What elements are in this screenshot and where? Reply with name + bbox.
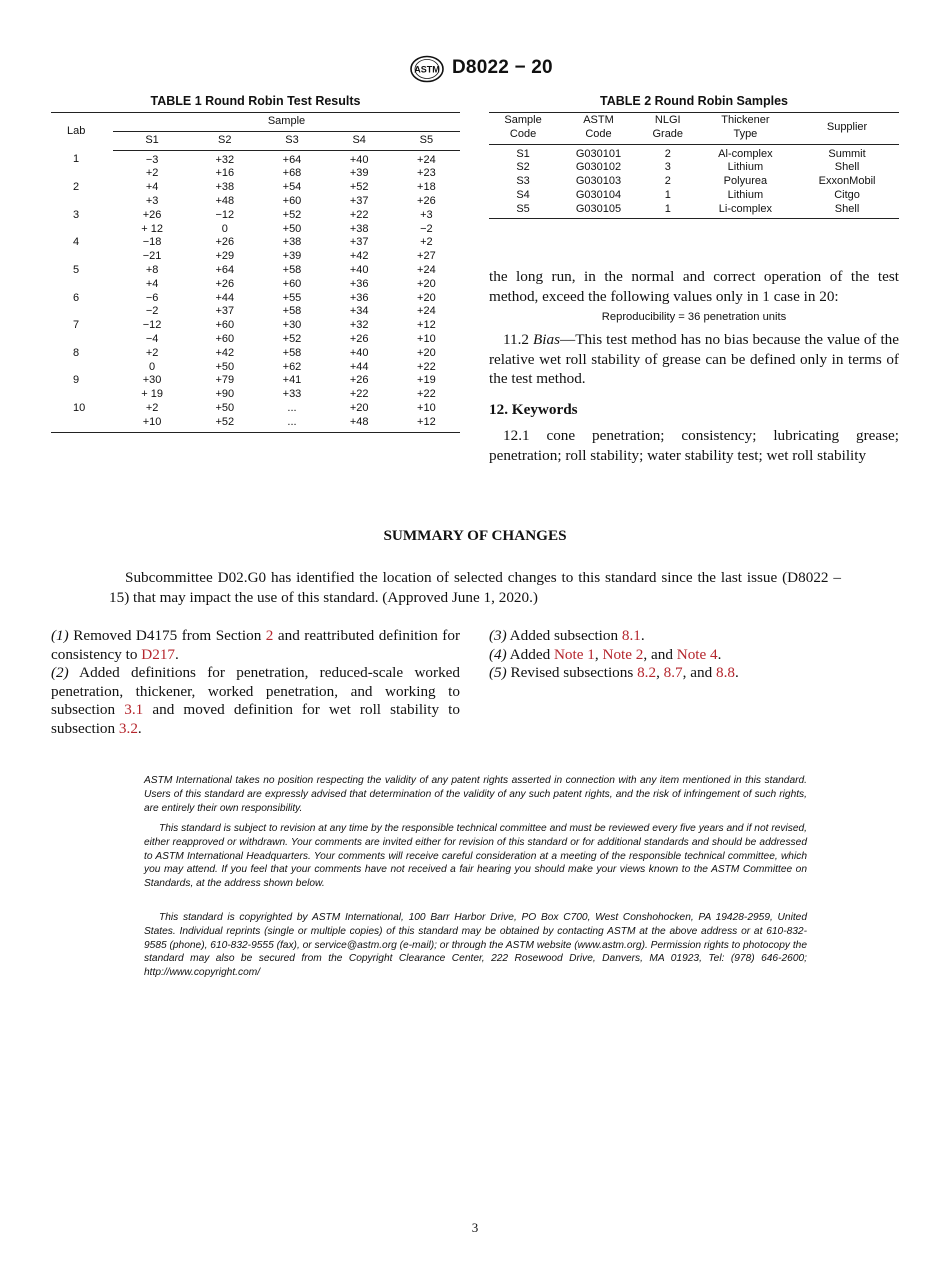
- table1-row: [51, 167, 460, 181]
- table2-cell: Li-complex: [718, 202, 772, 215]
- table1-cell: +48: [349, 415, 369, 428]
- table2-cell: Lithium: [727, 161, 764, 174]
- table2-col-header: [640, 113, 696, 145]
- table2-col-header: [557, 113, 640, 145]
- table1-cell: + 19: [141, 388, 163, 401]
- table2-cell: Polyurea: [723, 175, 768, 188]
- summary-intro: Subcommittee D02.G0 has identified the location of selected changes to this standard since the last issue (D8022 – 15) that may impact the use of this standard. (Approved June 1, 2020.): [109, 569, 841, 606]
- table1-cell: +29: [215, 250, 235, 263]
- change-item-2: (2) Added definitions for penetration, reduced-scale worked penetration, thickener, worked penetration, and working to subsection 3.1 and moved definition for wet roll stability to subsection 3.2.: [51, 664, 461, 737]
- table1-row: [51, 236, 460, 250]
- table2-cell: Shell: [834, 202, 860, 215]
- link-8-7[interactable]: 8.7: [663, 664, 683, 682]
- table2-header-line1: NLGI: [654, 114, 681, 126]
- table1-cell: ...: [287, 415, 297, 428]
- change-item-1: (1) Removed D4175 from Section 2 and reattributed definition for consistency to D217.: [51, 627, 460, 663]
- table1-cell: +44: [215, 291, 235, 304]
- table1-cell: +20: [417, 346, 436, 359]
- table1-row: [51, 333, 460, 347]
- bias-paragraph: [489, 330, 899, 389]
- link-8-8[interactable]: 8.8: [715, 664, 735, 682]
- table1-lab-cell: [51, 388, 113, 402]
- revision-notice: This standard is subject to revision at any time by the responsible technical committee and must be reviewed every five years and if not revised, either reapproved or withdrawn. Your comments are invited either for revision of this standard or for additional standards and should be addressed to ASTM International Headquarters. Your comments will receive careful consideration at a meeting of the responsible technical committee, which you may attend. If you feel that your comments have not received a fair hearing you should make your views known to the ASTM Committee on Standards, at the address shown below.: [144, 823, 807, 890]
- table1-cell: +64: [215, 263, 235, 276]
- table2-cell: 2: [664, 175, 671, 188]
- table1-col-header: S3: [258, 131, 325, 150]
- table2-header-line1: Thickener: [721, 114, 770, 126]
- table1-cell: +20: [417, 277, 436, 290]
- table1-cell: −2: [145, 305, 159, 318]
- table1-lab-cell: [51, 305, 113, 319]
- link-3-1[interactable]: 3.1: [124, 701, 144, 719]
- table1-cell: +24: [417, 263, 436, 276]
- table1-cell: +26: [215, 236, 235, 249]
- table1-cell: +2: [145, 401, 159, 414]
- table1-lab-cell: 8: [73, 346, 80, 359]
- summary-heading: SUMMARY OF CHANGES: [383, 527, 567, 544]
- table1-lab-cell: [51, 250, 113, 264]
- table2-cell: Summit: [828, 147, 866, 160]
- table2-cell: S2: [516, 161, 530, 174]
- copyright-notice: This standard is copyrighted by ASTM International, 100 Barr Harbor Drive, PO Box C700, West Conshohocken, PA 19428-2959, United States. Individual reprints (single or multiple copies) of this standard may be obtained by contacting ASTM at the above address or at 610-832-9585 (phone), 610-832-9555 (fax), or service@astm.org (e-mail); or through the ASTM website (www.astm.org). Permission rights to photocopy the standard may also be secured from the Copyright Clearance Center, 222 Rosewood Drive, Danvers, MA 01923, Tel: (978) 646-2600; http://www.copyright.com/: [144, 912, 807, 979]
- table1-row: [51, 388, 460, 402]
- table1-cell: +24: [417, 305, 436, 318]
- table1-cell: +38: [215, 181, 235, 194]
- link-d217[interactable]: D217: [141, 645, 176, 663]
- table1-cell: +38: [349, 222, 369, 235]
- astm-logo-text: ASTM: [414, 64, 440, 75]
- table1-col-header: S2: [191, 131, 258, 150]
- table1-cell: +60: [215, 319, 235, 332]
- table1-cell: +26: [417, 194, 436, 207]
- table1-cell: +60: [282, 194, 302, 207]
- table1-col-header: S5: [393, 131, 460, 150]
- table1-row: [51, 416, 460, 432]
- table1-row: [51, 347, 460, 361]
- table1-row: [51, 195, 460, 209]
- table1-lab-cell: [51, 278, 113, 292]
- table1-cell: +60: [282, 277, 302, 290]
- table2-header-line2: Grade: [652, 127, 684, 140]
- table1-row: [51, 361, 460, 375]
- table1-cell: +30: [282, 319, 302, 332]
- table1-cell: +37: [349, 236, 369, 249]
- table1-cell: +16: [215, 167, 235, 180]
- table1-cell: −12: [142, 319, 162, 332]
- keywords-paragraph: [489, 426, 899, 465]
- table1-cell: +33: [282, 388, 302, 401]
- table1-cell: +8: [145, 263, 159, 276]
- table1-cell: +26: [142, 208, 162, 221]
- link-note-4[interactable]: Note 4: [676, 645, 718, 663]
- table1-col-header: S4: [326, 131, 393, 150]
- table1-cell: −4: [145, 332, 159, 345]
- table1-row: [51, 374, 460, 388]
- bias-text: —This test method has no bias because the value of the relative wet roll stability of grease can be defined only in terms of the test method.: [489, 331, 900, 387]
- table1-cell: −6: [145, 291, 159, 304]
- table1-cell: +34: [349, 305, 369, 318]
- table2-row: [489, 161, 899, 175]
- table2-row: [489, 203, 899, 218]
- table1-cell: +19: [417, 374, 436, 387]
- table2-header-line2: Code: [585, 127, 612, 140]
- link-note-2[interactable]: Note 2: [602, 645, 644, 663]
- table1-cell: 0: [221, 222, 228, 235]
- table1-cell: +10: [417, 401, 436, 414]
- keywords-heading: 12. Keywords: [489, 401, 578, 418]
- table1-lab-cell: [51, 361, 113, 375]
- table1-cell: +41: [282, 374, 302, 387]
- table1-col-header: S1: [113, 131, 191, 150]
- changes-left-column: [51, 627, 460, 739]
- table1-cell: +52: [282, 332, 302, 345]
- table1-cell: +60: [215, 332, 235, 345]
- table1-cell: +52: [282, 208, 302, 221]
- table1-row: [51, 150, 460, 167]
- table1-lab-cell: 7: [73, 319, 80, 332]
- table1-cell: +50: [215, 360, 235, 373]
- table2-cell: G030105: [575, 202, 622, 215]
- table1-caption: TABLE 1 Round Robin Test Results: [150, 94, 361, 108]
- bias-number: 11.2: [503, 331, 530, 348]
- table1-cell: +38: [282, 236, 302, 249]
- table2: [489, 112, 899, 219]
- page-header: [0, 55, 950, 83]
- table1-cell: +3: [145, 194, 159, 207]
- table2-header-line2: Type: [733, 127, 758, 140]
- table1-cell: +26: [349, 374, 369, 387]
- change-item-5: (5) Revised subsections 8.2, 8.7, and 8.8.: [489, 664, 739, 682]
- table1-cell: +23: [417, 167, 436, 180]
- table1-cell: +10: [142, 415, 162, 428]
- table1-cell: +44: [349, 360, 369, 373]
- table1-cell: +18: [417, 181, 436, 194]
- table2-cell: G030101: [575, 147, 622, 160]
- table1-lab-cell: 10: [73, 401, 86, 414]
- astm-logo-icon: [409, 55, 445, 83]
- change-item-3: (3) Added subsection 8.1.: [489, 627, 645, 644]
- table2-caption: TABLE 2 Round Robin Samples: [600, 94, 788, 108]
- table2-cell: 3: [664, 161, 671, 174]
- table1-row: [51, 250, 460, 264]
- table1-cell: +32: [215, 153, 235, 166]
- table2-row: [489, 144, 899, 161]
- keywords-text: 12.1 cone penetration; consistency; lubricating grease; penetration; roll stability; water stability test; wet roll stability: [489, 427, 899, 464]
- table1-cell: +26: [215, 277, 235, 290]
- bias-title: Bias: [532, 331, 560, 348]
- table1-cell: +40: [349, 153, 369, 166]
- link-section-2[interactable]: 2: [265, 627, 274, 644]
- table1-cell: + 12: [141, 222, 163, 235]
- table1-row: [51, 181, 460, 195]
- table1: [51, 112, 460, 433]
- table1-cell: −21: [142, 250, 162, 263]
- table1-lab-cell: 2: [73, 181, 80, 194]
- table1-cell: +40: [349, 263, 369, 276]
- table1-cell: +48: [215, 194, 235, 207]
- table2-cell: S5: [516, 202, 530, 215]
- table1-cell: +39: [349, 167, 369, 180]
- table1-cell: +2: [420, 236, 433, 249]
- table1-cell: +30: [142, 374, 162, 387]
- table1-cell: +27: [417, 250, 436, 263]
- link-8-2[interactable]: 8.2: [637, 664, 657, 682]
- table2-col-header: [795, 113, 899, 145]
- table2-cell: G030104: [575, 188, 622, 201]
- table1-cell: +64: [282, 153, 302, 166]
- table1-row: [51, 278, 460, 292]
- table2-header-line1: Sample: [504, 114, 542, 126]
- table1-lab-cell: [51, 195, 113, 209]
- table1-sample-header: Sample: [113, 113, 460, 132]
- table1-cell: 0: [149, 360, 156, 373]
- link-note-1[interactable]: Note 1: [553, 645, 595, 663]
- table1-cell: +52: [349, 181, 369, 194]
- page-number: 3: [471, 1220, 479, 1235]
- table1-lab-cell: [51, 167, 113, 181]
- table2-col-header: [489, 113, 557, 145]
- table1-cell: +39: [282, 250, 302, 263]
- table2-cell: 1: [664, 202, 671, 215]
- table1-cell: +2: [145, 346, 159, 359]
- table1-cell: +20: [349, 401, 369, 414]
- table1-cell: −3: [145, 153, 159, 166]
- link-3-2[interactable]: 3.2: [118, 719, 138, 737]
- table2-cell: 2: [664, 147, 671, 160]
- table1-cell: +42: [349, 250, 369, 263]
- table1-cell: +3: [420, 208, 433, 221]
- table1-cell: −18: [142, 236, 162, 249]
- table1-lab-cell: 3: [73, 208, 80, 221]
- changes-right-column: [489, 627, 899, 683]
- table1-cell: +20: [417, 291, 436, 304]
- table1-lab-cell: [51, 416, 113, 432]
- table1-cell: +22: [417, 360, 436, 373]
- table1-cell: +40: [349, 346, 369, 359]
- table2-cell: G030103: [575, 175, 622, 188]
- table2-header-line1: Supplier: [826, 120, 868, 133]
- table1-lab-cell: [51, 333, 113, 347]
- table1-cell: +4: [145, 181, 159, 194]
- table1-cell: +24: [417, 153, 436, 166]
- table1-cell: ...: [287, 401, 297, 414]
- table1-lab-cell: 9: [73, 374, 80, 387]
- table1-row: [51, 305, 460, 319]
- table2-cell: Citgo: [834, 188, 860, 201]
- table1-cell: +22: [417, 388, 436, 401]
- table1-row: [51, 209, 460, 223]
- table1-row: [51, 292, 460, 306]
- table1-row: [51, 264, 460, 278]
- change-item-4: (4) Added Note 1, Note 2, and Note 4.: [489, 645, 722, 663]
- table1-cell: +36: [349, 291, 369, 304]
- table1-row: [51, 223, 460, 237]
- table1-cell: +36: [349, 277, 369, 290]
- table1-cell: +58: [282, 346, 302, 359]
- document-id: D8022 − 20: [452, 57, 553, 78]
- table1-cell: +22: [349, 208, 369, 221]
- table1-row: [51, 402, 460, 416]
- table1-cell: +55: [282, 291, 302, 304]
- reproducibility-equation: Reproducibility = 36 penetration units: [601, 311, 787, 323]
- precision-continuation: the long run, in the normal and correct operation of the test method, exceed the following values only in 1 case in 20:: [489, 268, 899, 305]
- table1-cell: −12: [215, 208, 235, 221]
- table2-cell: 1: [664, 188, 671, 201]
- table2-cell: ExxonMobil: [818, 175, 876, 188]
- table1-cell: +50: [215, 401, 235, 414]
- table1-cell: +58: [282, 263, 302, 276]
- table1-lab-cell: [51, 223, 113, 237]
- table1-cell: +54: [282, 181, 302, 194]
- table1-cell: +68: [282, 167, 302, 180]
- table1-block: [51, 94, 460, 433]
- table1-lab-cell: 5: [73, 263, 80, 276]
- table1-cell: +10: [417, 332, 436, 345]
- link-8-1[interactable]: 8.1: [621, 627, 641, 644]
- table1-cell: −2: [420, 222, 433, 235]
- table1-cell: +26: [349, 332, 369, 345]
- table1-cell: +90: [215, 388, 235, 401]
- table1-lab-cell: 6: [73, 291, 80, 304]
- table1-cell: +22: [349, 388, 369, 401]
- table1-cell: +37: [349, 194, 369, 207]
- table1-cell: +58: [282, 305, 302, 318]
- table1-cell: +37: [215, 305, 235, 318]
- table2-block: [489, 94, 899, 219]
- table1-cell: +42: [215, 346, 235, 359]
- table1-lab-cell: 1: [73, 153, 80, 166]
- table2-cell: S4: [516, 188, 530, 201]
- table2-cell: G030102: [575, 161, 622, 174]
- patent-notice: ASTM International takes no position respecting the validity of any patent rights asserted in connection with any item mentioned in this standard. Users of this standard are expressly advised that determination of the validity of any such patent rights, and the risk of infringement of such rights, are entirely their own responsibility.: [144, 775, 807, 814]
- table1-cell: +12: [417, 415, 436, 428]
- table1-cell: +52: [215, 415, 235, 428]
- table1-cell: +12: [417, 319, 436, 332]
- table1-lab-header: Lab: [67, 124, 86, 137]
- table2-header-line2: Code: [509, 127, 537, 140]
- table1-lab-cell: 4: [73, 236, 80, 249]
- table1-cell: +79: [215, 374, 235, 387]
- table1-cell: +4: [145, 277, 159, 290]
- table2-cell: S1: [516, 147, 530, 160]
- table2-row: [489, 175, 899, 189]
- table1-cell: +62: [282, 360, 302, 373]
- table2-cell: Al-complex: [718, 147, 773, 160]
- table2-row: [489, 189, 899, 203]
- table2-cell: Lithium: [727, 188, 764, 201]
- table2-cell: S3: [516, 175, 530, 188]
- table1-cell: +50: [282, 222, 302, 235]
- table2-col-header: [696, 113, 795, 145]
- table1-cell: +2: [145, 167, 159, 180]
- table2-header-line1: ASTM: [583, 114, 614, 126]
- table1-cell: +32: [349, 319, 369, 332]
- table2-cell: Shell: [834, 161, 860, 174]
- table1-row: [51, 319, 460, 333]
